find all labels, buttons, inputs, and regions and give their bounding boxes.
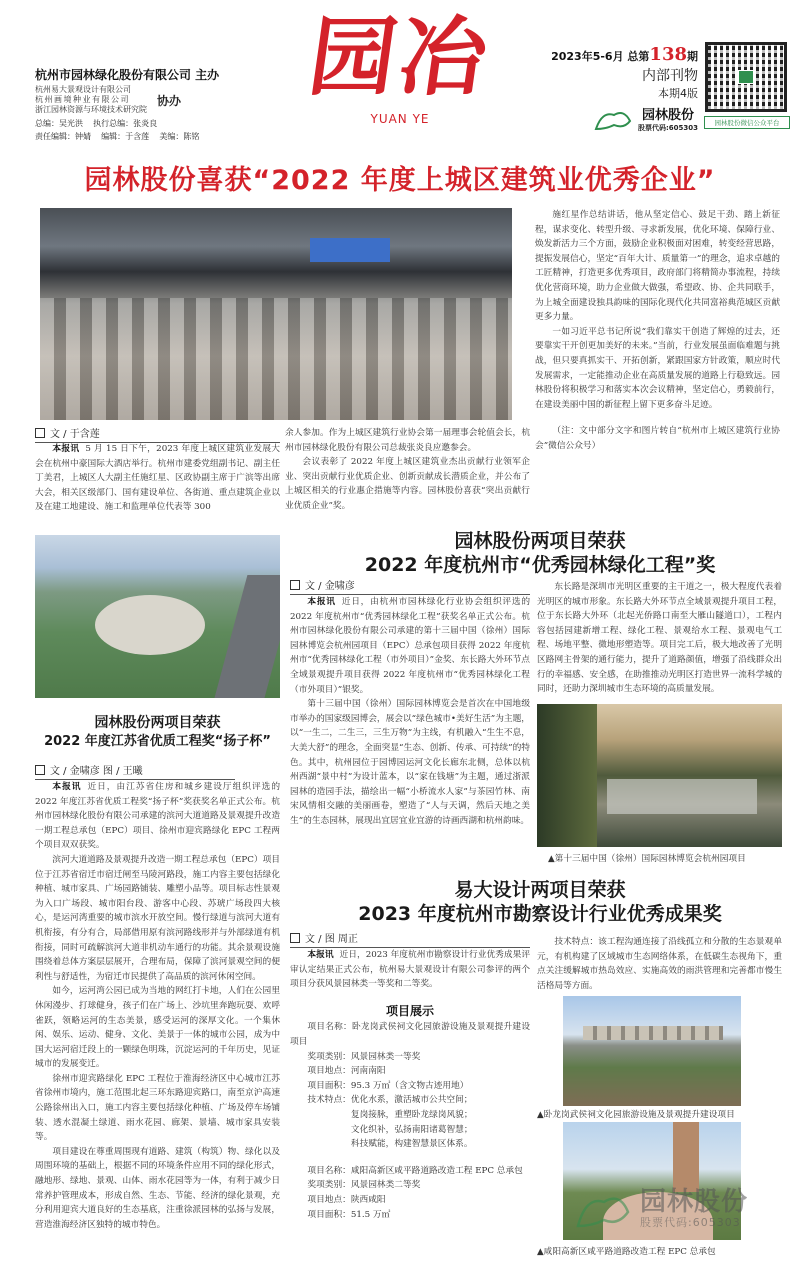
article1-col-middle <box>285 426 530 514</box>
byline: 文 / 于含莲 <box>35 425 280 443</box>
headline-article2-line2: 2022 年度江苏省优质工程奖“扬子杯” <box>44 734 271 749</box>
paragraph: 项目建设在尊重周围现有道路、建筑（构筑）物、绿化以及周围环境的基础上，根据不同的环境条件应用不同的绿化形式，融地形、绿地、景观、山体、雨水花园等为一体，有利于减少日常养护管理成本，形成自然、生态、节能、经济的绿化景观，充分利用迎宾大道良好的生态基底，注重徐派园林的弘扬与发展，营造淮海经济区独特的城市特色。 <box>35 1146 280 1230</box>
photo-caption: ▲第十三届中国（徐州）国际园林博览会杭州园项目 <box>548 854 746 864</box>
article3-col-middle <box>290 595 530 829</box>
paragraph: 施红星作总结讲话，他从坚定信心、鼓足干劲、踏上新征程，谋求变化、转型升级、寻求新发展，优化环境、保障行业、焕发新活力三个方面，鼓励企业积极面对困难，转变经营思路，提振发展信心，坚定“百年大计、质量第一”的理念，追求卓越的工匠精神，打造更多优秀项目，政府部门将精简办事流程，持续优化营商环境，助力企业做大做强，希望政、协、企共同联手，为上城全面建设独具韵味的国际化现代化共同富裕典范城区贡献更多力量。 <box>535 210 780 323</box>
article1-col-right <box>535 208 780 454</box>
pages-label: 本期4版 <box>658 87 698 100</box>
qr-caption: 园林股份微信公众平台 <box>704 116 790 129</box>
note: （注：文中部分文字和图片转自“杭州市上城区建筑行业协会”微信公众号） <box>535 426 780 451</box>
lead-label: 本报讯 <box>52 444 80 454</box>
article1-col-left <box>35 442 280 515</box>
masthead-pinyin: YUAN YE <box>370 112 430 126</box>
stock-code: 股票代码:605303 <box>637 124 698 132</box>
article3-col-right <box>537 580 782 697</box>
project1-feature: 科技赋能，构建智慧景区体系。 <box>350 1139 473 1150</box>
paragraph <box>290 948 530 992</box>
watermark-name: 园林股份 <box>640 1187 749 1217</box>
project1-area: 项目面积：95.3 万㎡（含文物古迹用地） <box>307 1080 469 1091</box>
project2-location: 项目地点：陕西咸阳 <box>307 1194 386 1205</box>
masthead-logo: 园冶 <box>302 7 498 108</box>
paragraph: 技术特点：该工程沟通连接了沿线孤立和分散的生态景观单元，有机构建了区域城市生态网络体系，在低碳生态视角下，重点关注缓解城市热岛效应、实施高效的雨洪管理和完善都市慢生活格局等方面。 <box>537 937 782 991</box>
showcase-title: 项目展示 <box>385 1003 434 1018</box>
paragraph <box>35 442 280 515</box>
paragraph: 滨河大道道路及景观提升改造一期工程总承包（EPC）项目位于江苏省宿迁市宿迁闸至马陵河路段，施工内容主要包括绿化种植、城市家具、广场园路铺装、雕塑小品等。项目标志性景观为入口广场段、城市阳台段、游客中心段、苏琥广场段四大核心，是运河湾重要的城市滨水开放空间。慢行绿道与滨河大道有机衔接，有分有合，局部借用原有滨河路线形并与外部绿道有机衔接，同时可疏解滨河大道非机动车通行的功能。其余景观设施围绕着总体方案层层展开，合理布局，保障了滨河景观空间的便利性与舒适性，为宿迁市民提供了高品质的滨河休闲空间。 <box>35 854 280 982</box>
headline-article3-line1: 园林股份两项目荣获 <box>454 530 626 552</box>
paragraph-text: 近日，由杭州市园林绿化行业协会组织评选的 2022 年度杭州市“优秀园林绿化工程”获奖名单正式公布。杭州市园林绿化股份有限公司承建的第十三届中国（徐州）国际园林博览会杭州园项目（EPC）总承包项目获得 2022 年度杭州市“优秀园林绿化工程（市外项目）”金奖、东长路大外环节点全域景观提升项目获得 2022 年度杭州市“优秀园林绿化工程（市外项目）”银奖。 <box>290 597 531 695</box>
paragraph: 如今，运河湾公园已成为当地的网红打卡地，人们在公园里休闲漫步、打球健身，孩子们在广场上、沙坑里奔跑玩耍、欢呼雀跃，领略运河的生态美景，感受运河的深厚文化。一个集休闲、娱乐、运动、健身、文化、美景于一体的城市公园，成为中国大运河宿迁段上的一颗绿色明珠，沉淀运河的千年历史，见证城市的发展变迁。 <box>35 986 280 1070</box>
qr-code[interactable] <box>705 42 787 112</box>
co-org: 杭州画境种业有限公司 <box>35 95 130 104</box>
company-logo-icon <box>594 107 634 131</box>
project2-area: 项目面积：51.5 万㎡ <box>307 1209 391 1220</box>
issue-suffix: 期 <box>687 50 698 63</box>
project2-award: 奖项类别：风景园林类二等奖 <box>307 1180 421 1191</box>
editors-line: 责任编辑：钟婧 编辑：于含莲 美编：陈铭 <box>35 132 200 141</box>
paragraph-text: 近日，2023 年度杭州市勘察设计行业优秀成果评审认定结果正式公布，杭州易大景观设计有限公司参评的两个项目分获风景园林类一等奖和二等奖。 <box>290 950 531 990</box>
issue-date: 2023年5-6月 总第 <box>551 50 650 63</box>
paragraph: 会议表彰了 2022 年度上城区建筑业杰出贡献行业领军企业、突出贡献行业优质企业、创新贡献成长潜质企业，并公布了上城区相关的行业惠企措施等内容。园林股份喜获“突出贡献行业优质企业”奖。 <box>285 457 530 511</box>
paragraph-text: 5 月 15 日下午，2023 年度上城区建筑业发展大会在杭州中豪国际大酒店举行。杭州市建委党组副书记、副主任丁美君，上城区人大副主任施红星、区政协副主席于广滨等出席大会，相关区级部门、国有建设单位、各街道、重点建筑企业以及在建工地建设、施工和监理单位代表等 300 <box>35 444 280 513</box>
headline-article4-line2: 2023 年度杭州市勘察设计行业优秀成果奖 <box>358 903 722 925</box>
co-org: 浙江园林资源与环境技术研究院 <box>35 105 147 114</box>
lead-label: 本报讯 <box>307 950 334 960</box>
paragraph: 东长路是深圳市光明区重要的主干道之一，极大程度代表着光明区的城市形象。东长路大外环节点全域景观提升项目工程，位于东长路大外环（北起光侨路口南至大雁山隧道口），工程内容包括园建新增工程、绿化工程、景观给水工程、景观电气工程、场地平整、微地形塑造等。项目完工后，极大地改善了光明区路网主骨架的通行能力，提升了道路颜值，增强了沿线群众出行的幸福感、安全感，在助推推动光明区打造世界一流科学城的同时，还助力深圳城市生态环境的高质量发展。 <box>537 582 782 695</box>
project1-feature: 技术特点：优化水系，激活城市公共空间； <box>307 1095 473 1106</box>
co-label: 协办 <box>157 93 182 108</box>
headline-article2-line1: 园林股份两项目荣获 <box>94 715 221 731</box>
byline: 文 / 金啸彦 图 / 王曦 <box>35 762 235 780</box>
byline: 文 / 金啸彦 <box>290 577 530 595</box>
publisher-block <box>35 66 305 142</box>
paragraph-text: 近日，由江苏省住房和城乡建设厅组织评选的 2022 年度江苏省优质工程奖“扬子杯”奖获奖名单正式公布。杭州市园林绿化股份有限公司承建的滨河大道道路及景观提升改造一期工程总承包（EPC）项目、徐州市迎宾路绿化 EPC 工程两个项目双双获奖。 <box>35 782 281 851</box>
project1-feature: 文化织补，弘扬南阳诸葛智慧； <box>350 1124 473 1135</box>
editors-line: 总编：吴光洪 执行总编：张炎良 <box>35 119 158 128</box>
canal-park-photo <box>35 535 280 698</box>
project1-award: 奖项类别：风景园林类一等奖 <box>307 1051 421 1062</box>
project1-location: 项目地点：河南南阳 <box>307 1066 386 1077</box>
article2-body <box>35 780 280 1232</box>
conference-photo <box>40 208 512 420</box>
hangzhou-garden-photo <box>537 704 782 847</box>
company-name: 园林股份 <box>641 108 694 123</box>
company-watermark <box>640 1188 748 1230</box>
project1-feature: 复岗接脉，重塑卧龙绿岗风貌； <box>350 1109 473 1120</box>
photo-caption: ▲卧龙岗武侯祠文化园旅游设施及景观提升建设项目 <box>537 1110 735 1120</box>
lead-label: 本报讯 <box>307 597 336 607</box>
lead-label: 本报讯 <box>52 782 82 792</box>
project1-name: 项目名称：卧龙岗武侯祠文化园旅游设施及景观提升建设项目 <box>290 1022 530 1047</box>
headline-article3-line2: 2022 年度杭州市“优秀园林绿化工程”奖 <box>364 554 716 576</box>
internal-label: 内部刊物 <box>642 68 698 84</box>
watermark-code: 股票代码:605303 <box>640 1216 741 1229</box>
headline-article4-line1: 易大设计两项目荣获 <box>454 879 626 901</box>
issue-number: 138 <box>649 44 687 65</box>
wolonggang-photo <box>563 996 741 1106</box>
paragraph: 余人参加。作为上城区建筑行业协会第一届理事会轮值会长，杭州市园林绿化股份有限公司总裁张炎良应邀参会。 <box>285 428 530 453</box>
photo-caption: ▲咸阳高新区咸平路道路改造工程 EPC 总承包 <box>537 1247 716 1257</box>
host-org: 杭州市园林绿化股份有限公司 主办 <box>35 68 220 82</box>
co-org: 杭州易大景观设计有限公司 <box>35 85 131 94</box>
paragraph <box>290 595 530 697</box>
paragraph: 徐州市迎宾路绿化 EPC 工程位于淮海经济区中心城市江苏省徐州市境内，施工范围北起三环东路迎宾路口，南至京沪高速公路徐州出入口，施工内容主要包括绿化种植、广场及停车场铺装、透水混凝土绿道、雨水花园、廊架、景墙、城市家具安装等。 <box>35 1073 280 1143</box>
paragraph: 第十三届中国（徐州）国际园林博览会是首次在中国地级市举办的国家级园博会，展会以“绿色城市•美好生活”为主题，以“一生二，二生三，三生万物”为主线，有机融入“生生不息，大美大舒”的理念，全面突显“生态、创新、传承、可持续”的特色。其中，杭州园位于园博园运河文化长廊东北侧，总体以杭州西湖“景中村”为设计蓝本，以“家在钱塘”为主题，通过浙派园林的造园手法，描绘出一幅“小桥流水人家”与茶园竹林、南宋风情相交融的美丽画卷，塑造了“人与天调，然后天地之美生”的生态园林，展现出宜居宜业宜游的诗画西湖和杭州韵味。 <box>290 699 530 826</box>
paragraph: 一如习近平总书记所说“我们靠实干创造了辉煌的过去，还要靠实干开创更加美好的未来。”当前，行业发展虽面临难题与挑战，但只要真抓实干、开拓创新，紧跟国家方针政策，顺应时代发展需求，一定能推动企业在高质量发展的道路上行稳致远。园林股份将积极学习和落实本次会议精神，坚定信心，勇毅前行，在建设美丽中国的新征程上留下更多奋斗足迹。 <box>535 326 780 410</box>
article4-col-middle <box>290 948 530 1222</box>
article4-col-right <box>537 935 782 993</box>
paragraph <box>35 780 280 853</box>
byline: 文 / 图 周正 <box>290 930 530 948</box>
issue-info <box>540 44 698 133</box>
headline-article1: 园林股份喜获“2022 年度上城区建筑业优秀企业” <box>84 165 716 196</box>
watermark-logo-icon <box>574 1190 634 1230</box>
project2-name: 项目名称：咸阳高新区咸平路道路改造工程 EPC 总承包 <box>307 1165 523 1176</box>
qr-center-logo-icon <box>738 70 754 84</box>
